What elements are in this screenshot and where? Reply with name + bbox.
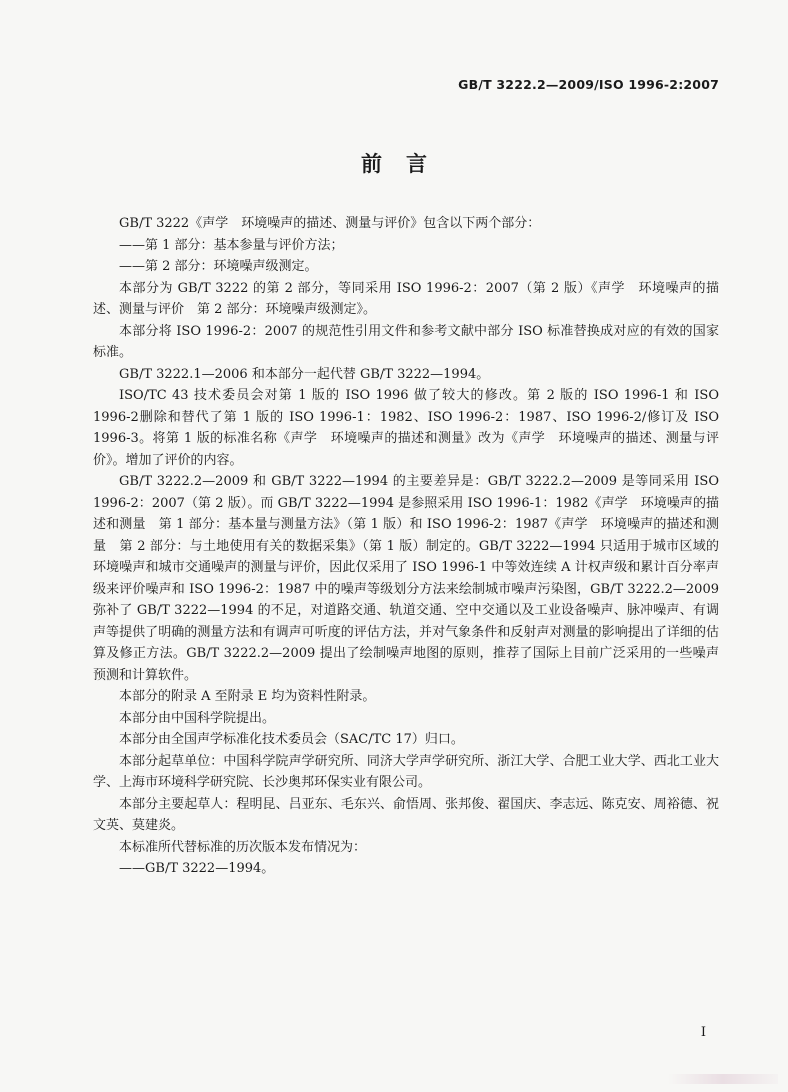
paragraph-iso-revision: ISO/TC 43 技术委员会对第 1 版的 ISO 1996 做了较大的修改。第 2 版的 ISO 1996-1 和 ISO 1996-2删除和替代了第 1 版的 ISO 1996-1：1982、ISO 1996-2：1987、ISO 1996-2/修订及 ISO 1996-3。将第 1 版的标准名称《声学 环境噪声的描述和测量》改为《声学 环境噪声的描述、测量与评价》。增加了评价的内容。 <box>93 388 719 468</box>
paragraph-adoption: 本部分为 GB/T 3222 的第 2 部分，等同采用 ISO 1996-2：2007（第 2 版）《声学 环境噪声的描述、测量与评价 第 2 部分：环境噪声级测定》。 <box>93 280 719 317</box>
page-number: I <box>700 1025 706 1040</box>
list-item-history: ——GB/T 3222—1994。 <box>119 861 275 876</box>
paragraph-references: 本部分将 ISO 1996-2：2007 的规范性引用文件和参考文献中部分 ISO 标准替换成对应的有效的国家标准。 <box>93 323 719 360</box>
paragraph-history: 本标准所代替标准的历次版本发布情况为： <box>119 839 367 855</box>
foreword-body <box>93 213 719 880</box>
list-item-part1: ——第 1 部分：基本参量与评价方法； <box>119 237 344 253</box>
scan-watermark <box>668 1074 778 1084</box>
paragraph-drafting-units: 本部分起草单位：中国科学院声学研究所、同济大学声学研究所、浙江大学、合肥工业大学、西北工业大学、上海市环境科学研究院、长沙奥邦环保实业有限公司。 <box>93 753 719 790</box>
paragraph-replaces: GB/T 3222.1—2006 和本部分一起代替 GB/T 3222—1994。 <box>119 366 490 382</box>
paragraph-proposed-by: 本部分由中国科学院提出。 <box>119 710 276 726</box>
standard-code-header: GB/T 3222.2—2009/ISO 1996-2:2007 <box>458 77 719 92</box>
paragraph-intro: GB/T 3222《声学 环境噪声的描述、测量与评价》包含以下两个部分： <box>119 216 541 231</box>
list-item-part2: ——第 2 部分：环境噪声级测定。 <box>119 259 318 274</box>
paragraph-differences: GB/T 3222.2—2009 和 GB/T 3222—1994 的主要差异是：GB/T 3222.2—2009 是等同采用 ISO 1996-2：2007（第 2 版）。而 GB/T 3222—1994 是参照采用 ISO 1996-1：1982《声学 环境噪声的描述和测量 第 1 部分：基本量与测量方法》（第 1 版）和 ISO 1996-2：1987《声学 环境噪声的描述和测量 第 2 部分：与土地使用有关的数据采集》（第 1 版）制定的。GB/T 3222—1994 只适用于城市区域的环境噪声和城市交通噪声的测量与评价，因此仅采用了 ISO 1996-1 中等效连续 A 计权声级和累计百分率声级来评价噪声和 ISO 1996-2：1987 中的噪声等级划分方法来绘制城市噪声污染图，GB/T 3222.2—2009 弥补了 GB/T 3222—1994 的不足，对道路交通、轨道交通、空中交通以及工业设备噪声、脉冲噪声、有调声等提供了明确的测量方法和有调声可听度的评估方法，并对气象条件和反射声对测量的影响提出了详细的估算及修正方法。GB/T 3222.2—2009 提出了绘制噪声地图的原则，推荐了国际上目前广泛采用的一些噪声预测和计算软件。 <box>93 474 719 683</box>
paragraph-annexes: 本部分的附录 A 至附录 E 均为资料性附录。 <box>119 689 376 704</box>
page-title: 前言 <box>361 152 451 176</box>
paragraph-centralized-by: 本部分由全国声学标准化技术委员会（SAC/TC 17）归口。 <box>119 732 464 747</box>
paragraph-drafters: 本部分主要起草人：程明昆、吕亚东、毛东兴、俞悟周、张邦俊、翟国庆、李志远、陈克安、周裕德、祝文英、莫建炎。 <box>93 796 719 833</box>
